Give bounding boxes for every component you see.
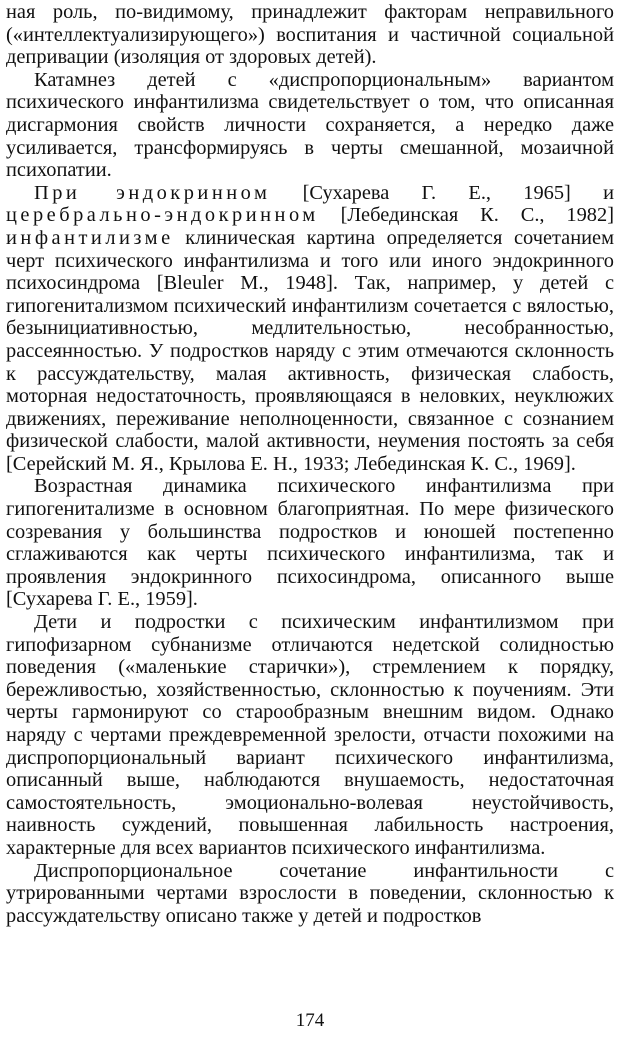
paragraph-continuation: ная роль, по-видимому, принадлежит факторам неправильного («интеллектуализирующего») воспитания и частичной социальной депривации (изоляция от здоровых детей).: [6, 1, 614, 69]
paragraph-pituitary-subnanism: Дети и подростки с психическим инфантилизмом при гипофизарном субнанизме отличаются недетской солидностью поведения («маленькие старички»), стремлением к порядку, бережливостью, хозяйственностью, склонностью к поучениям. Эти черты гармонируют со старообразным внешним видом. Однако наряду с чертами преждевременной зрелости, отчасти похожими на диспропорциональный вариант психического инфантилизма, описанный выше, наблюдаются внушаемость, недостаточная самостоятельность, эмоционально-волевая неустойчивость, наивность суждений, повышенная лабильность настроения, характерные для всех вариантов психического инфантилизма.: [6, 611, 614, 859]
citation-sukhareva-1965: [Сухарева Г. Е., 1965] и: [270, 181, 614, 204]
paragraph-catamnesis: Катамнез детей с «диспропорциональным» вариантом психического инфантилизма свидетельствует о том, что описанная дисгармония свойств личности сохраняется, а нередко даже усиливается, трансформируясь в черты смешанной, мозаичной психопатии.: [6, 68, 614, 182]
page-number: 174: [295, 1010, 325, 1031]
paragraph-disproportional-combination: Диспропорциональное сочетание инфантильности с утрированными чертами взрослости в поведении, склонностью к рассуждательству описано также у детей и подростков: [6, 859, 614, 927]
citation-lebedinskaya-1982: [Лебединская К. С., 1982]: [318, 204, 614, 227]
spaced-term-infantilism: инфантилизме: [6, 226, 174, 249]
paragraph-endocrine-body: клиническая картина определяется сочетанием черт психического инфантилизма и того или иного эндокринного психосиндрома [Bleuler M., 1948]. Так, например, у детей с гипогенитализмом психический инфантилизм сочетается с вялостью, безынициативностью, медлительностью, несобранностью, рассеянностью. У подростков наряду с этим отмечаются склонность к рассуждательству, малая активность, физическая слабость, моторная недостаточность, проявляющаяся в неловких, неуклюжих движениях, переживание неполноценности, связанное с сознанием физической слабости, малой активности, неумения постоять за себя [Серейский М. Я., Крылова Е. Н., 1933; Лебединская К. С., 1969].: [6, 226, 614, 475]
paragraph-age-dynamics: Возрастная динамика психического инфантилизма при гипогенитализме в основном благоприятная. По мере физического созревания у большинства подростков и юношей постепенно сглаживаются как черты психического инфантилизма, так и проявления эндокринного психосиндрома, описанного выше [Сухарева Г. Е., 1959].: [6, 475, 614, 611]
paragraph-endocrine-infantilism: [6, 182, 614, 476]
spaced-term-endocrine: При эндокринном: [34, 181, 271, 204]
spaced-term-cerebral-endocrine: церебрально-эндокринном: [6, 204, 319, 227]
